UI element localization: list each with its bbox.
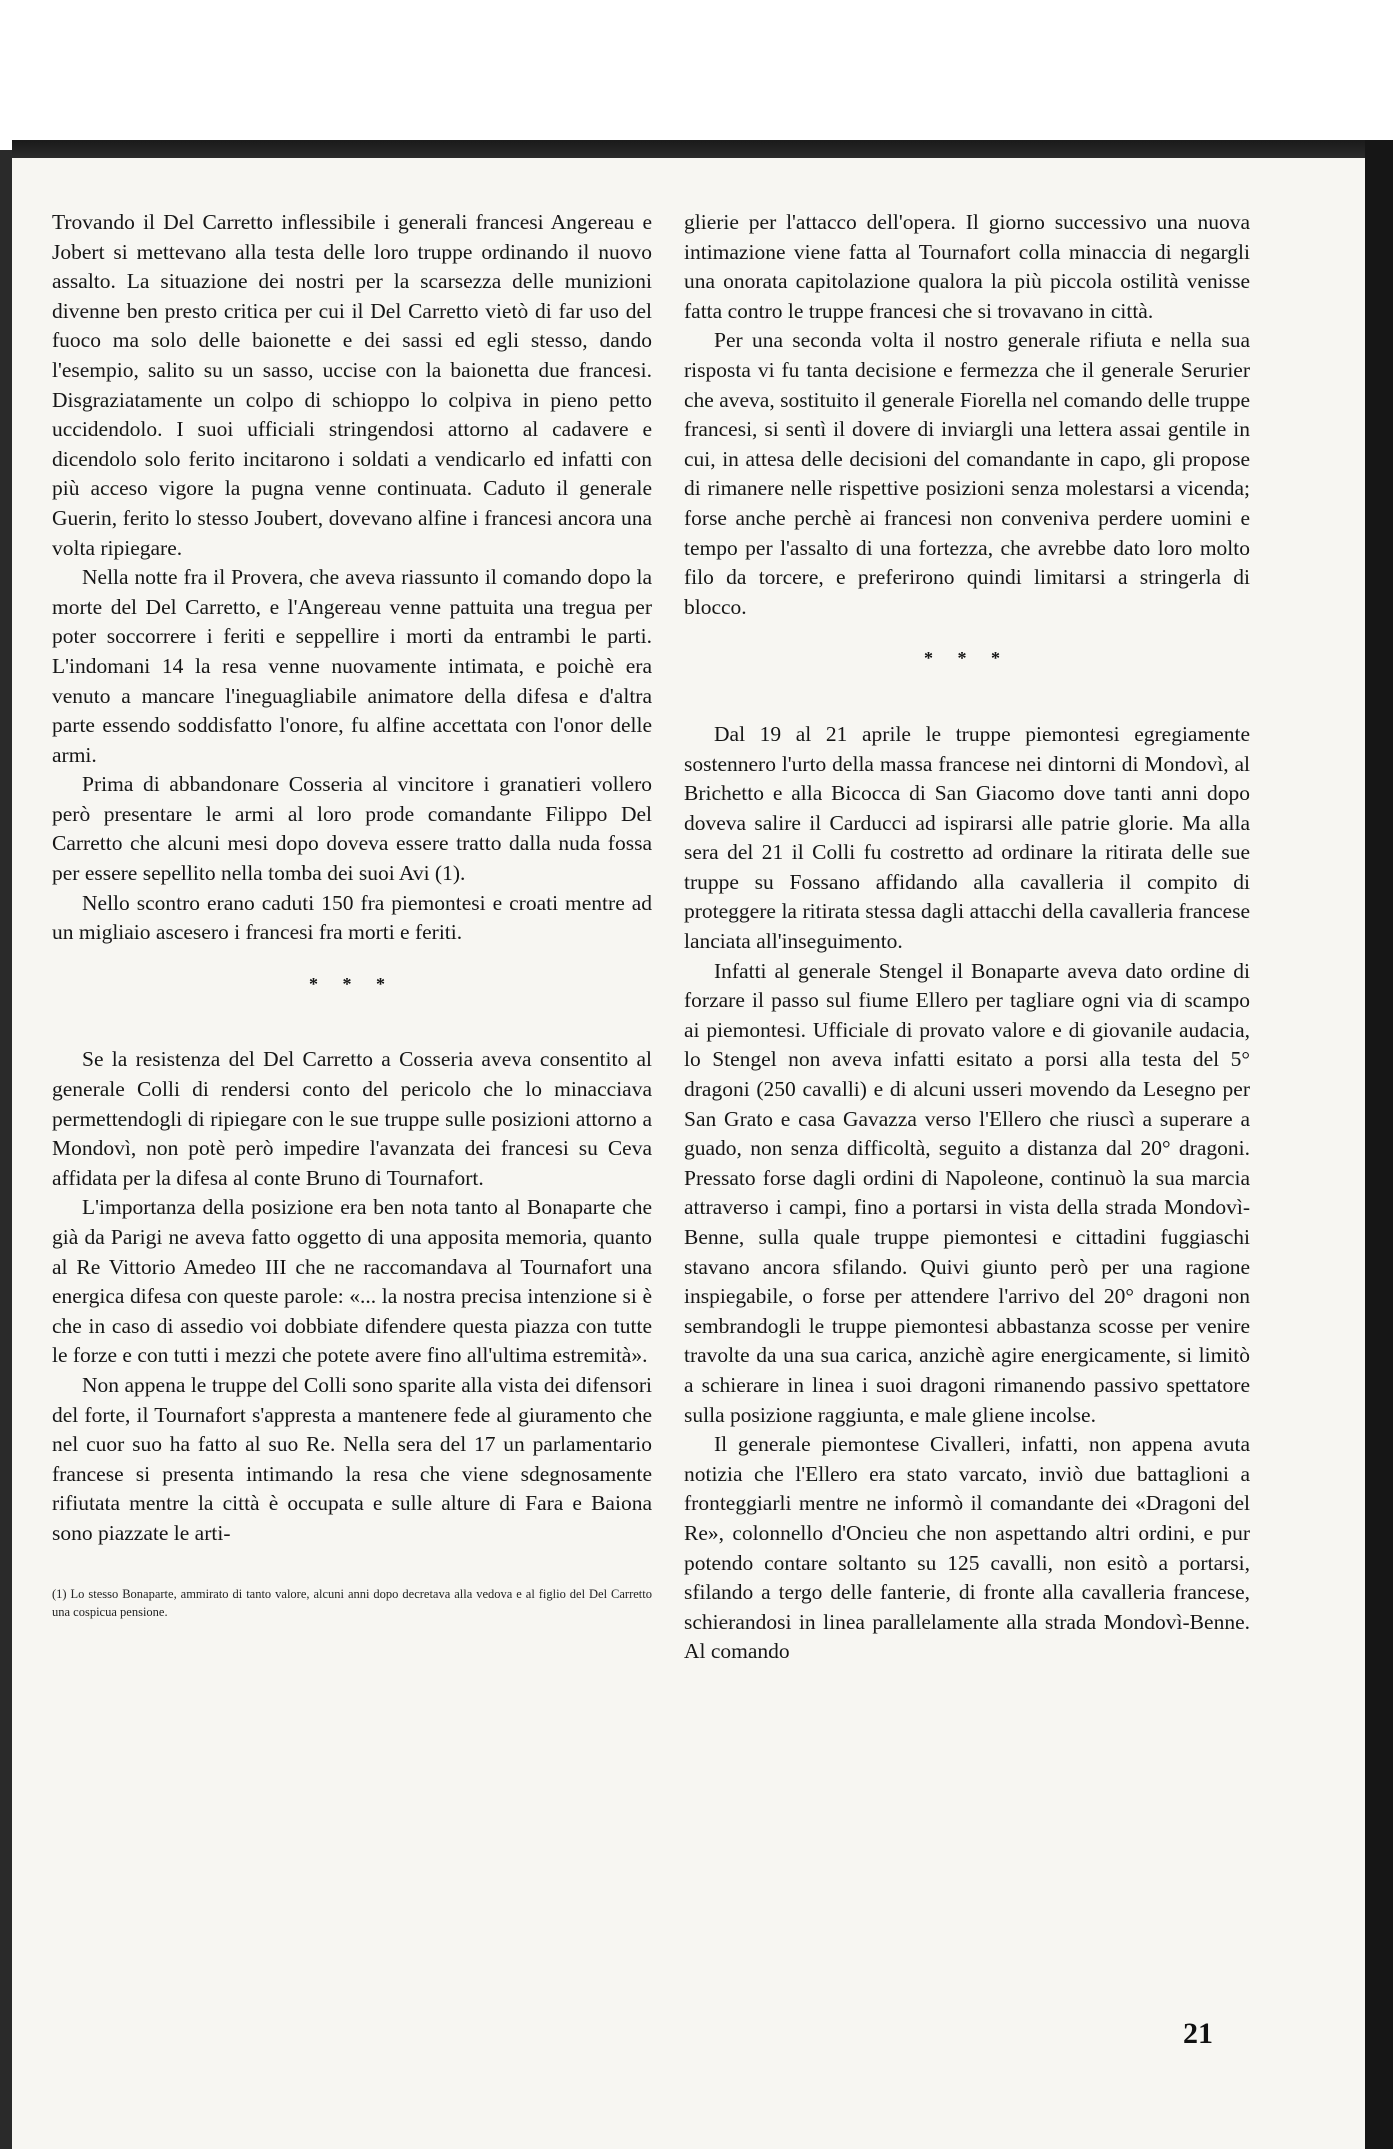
page-number: 21 <box>1183 2017 1213 2050</box>
paragraph: Trovando il Del Carretto inflessibile i generali francesi Angereau e Jobert si mettevano alla testa delle loro truppe ordinando il nuovo assalto. La situazione dei nostri per la scarsezza delle munizioni divenne ben presto critica per cui il Del Carretto vietò di far uso del fuoco ma solo delle baionette e dei sassi ed egli stesso, dando l'esempio, salito su un sasso, uccise con la baionetta due francesi. Disgraziatamente un colpo di schioppo lo colpiva in pieno petto uccidendolo. I suoi ufficiali stringendosi attorno al cadavere e dicendolo solo ferito incitarono i soldati a vendicarlo ed infatti con più acceso vigore la pugna venne continuata. Caduto il generale Guerin, ferito lo stesso Joubert, dovevano alfine i francesi ancora una volta ripiegare. <box>52 210 652 560</box>
paragraph: Nella notte fra il Provera, che aveva riassunto il comando dopo la morte del Del Carretto, e l'Angereau venne pattuita una tregua per poter soccorrere i feriti e seppellire i morti da entrambi le parti. L'indomani 14 la resa venne nuovamente intimata, e poichè era venuto a mancare l'ineguagliabile animatore della difesa e d'altra parte essendo soddisfatto l'onore, fu alfine accettata con l'onor delle armi. <box>52 565 652 767</box>
page-top-edge <box>12 140 1365 158</box>
paragraph: Prima di abbandonare Cosseria al vincitore i granatieri vollero però presentare le armi al loro prode comandante Filippo Del Carretto che alcuni mesi dopo doveva essere tratto dalla nuda fossa per essere sepellito nella tomba dei suoi Avi (1). <box>52 772 652 886</box>
page-left-edge <box>0 150 12 2149</box>
paragraph: Nello scontro erano caduti 150 fra piemontesi e croati mentre ad un migliaio ascesero i francesi fra morti e feriti. <box>52 890 652 945</box>
section-separator: * * * <box>309 973 395 994</box>
paragraph: Per una seconda volta il nostro generale rifiuta e nella sua risposta vi fu tanta decisione e fermezza che il generale Serurier che aveva, sostituito il generale Fiorella nel comando delle truppe francesi, si sentì il dovere di inviargli una lettera assai gentile in cui, in attesa delle decisioni del comandante in capo, gli propose di rimanere nelle rispettive posizioni senza molestarsi a vicenda; forse anche perchè ai francesi non conveniva perdere uomini e tempo per l'assalto di una fortezza, che avrebbe dato loro molto filo da torcere, e preferirono quindi limitarsi a stringerla di blocco. <box>684 328 1250 619</box>
paragraph: Infatti al generale Stengel il Bonaparte aveva dato ordine di forzare il passo sul fiume Ellero per tagliare ogni via di scampo ai piemontesi. Ufficiale di provato valore e di giovanile audacia, lo Stengel non aveva infatti esitato a porsi alla testa del 5° dragoni (250 cavalli) e di alcuni usseri movendo da Lesegno per San Grato e casa Gavazza verso l'Ellero che riuscì a superare a guado, non senza difficoltà, seguito a distanza dal 20° dragoni. Pressato forse dagli ordini di Napoleone, continuò la sua marcia attraverso i campi, fino a portarsi in vista della strada Mondovì-Benne, sulla quale truppe piemontesi e cittadini fuggiaschi stavano ancora sfilando. Quivi giunto però per una ragione inspiegabile, o forse per attendere l'arrivo del 20° dragoni non sembrandogli le truppe piemontesi abbastanza scosse per venire travolte da una sua carica, anzichè agire energicamente, si limitò a schierare in linea i suoi dragoni rimanendo passivo spettatore sulla posizione raggiunta, e male gliene incolse. <box>684 958 1250 1427</box>
page-right-edge <box>1365 140 1393 2149</box>
page-top-margin <box>0 0 1393 150</box>
paragraph: Non appena le truppe del Colli sono sparite alla vista dei difensori del forte, il Tournafort s'appresta a mantenere fede al giuramento che nel cuor suo ha fatto al suo Re. Nella sera del 17 un parlamentario francese si presenta intimando la resa che viene sdegnosamente rifiutata mentre la città è occupata e sulle alture di Fara e Baiona sono piazzate le arti- <box>52 1372 652 1545</box>
paragraph: Dal 19 al 21 aprile le truppe piemontesi egregiamente sostennero l'urto della massa francese nei dintorni di Mondovì, al Brichetto e alla Bicocca di San Giacomo dove tanti anni dopo doveva salire il Carducci ad ispirarsi alle patrie glorie. Ma alla sera del 21 il Colli fu costretto ad ordinare la ritirata delle sue truppe su Fossano affidando alla cavalleria il compito di proteggere la ritirata stessa dagli attacchi della cavalleria francese lanciata all'inseguimento. <box>684 721 1250 954</box>
footnote: (1) Lo stesso Bonaparte, ammirato di tanto valore, alcuni anni dopo decretava alla vedova e al figlio del Del Carretto una cospicua pensione. <box>52 1586 652 1619</box>
section-separator: * * * <box>924 648 1010 669</box>
paragraph: L'importanza della posizione era ben nota tanto al Bonaparte che già da Parigi ne aveva fatto oggetto di una apposita memoria, quanto al Re Vittorio Amedeo III che ne raccomandava al Tournafort una energica difesa con queste parole: «... la nostra precisa intenzione si è che in caso di assedio voi dobbiate difendere questa piazza con tutte le forze e con tutti i mezzi che potete avere fino all'ultima estremità». <box>52 1195 652 1368</box>
right-column <box>684 208 1250 1667</box>
paragraph: Se la resistenza del Del Carretto a Cosseria aveva consentito al generale Colli di rendersi conto del pericolo che lo minacciava permettendogli di ripiegare con le sue truppe sulle posizioni attorno a Mondovì, non potè però impedire l'avanzata dei francesi su Ceva affidata per la difesa al conte Bruno di Tournafort. <box>52 1047 652 1190</box>
paragraph: glierie per l'attacco dell'opera. Il giorno successivo una nuova intimazione viene fatta al Tournafort colla minaccia di negargli una onorata capitolazione qualora la più piccola ostilità venisse fatta contro le truppe francesi che si trovavano in città. <box>684 210 1250 323</box>
left-column <box>52 208 652 1621</box>
paragraph: Il generale piemontese Civalleri, infatti, non appena avuta notizia che l'Ellero era stato varcato, inviò due battaglioni a fronteggiarli mentre ne informò il comandante dei «Dragoni del Re», colonnello d'Oncieu che non aspettando altri ordini, e pur potendo contare soltanto su 125 cavalli, non esitò a portarsi, sfilando a tergo delle fanterie, di fronte alla cavalleria francese, schierandosi in linea parallelamente alla strada Mondovì-Benne. Al comando <box>684 1432 1250 1664</box>
